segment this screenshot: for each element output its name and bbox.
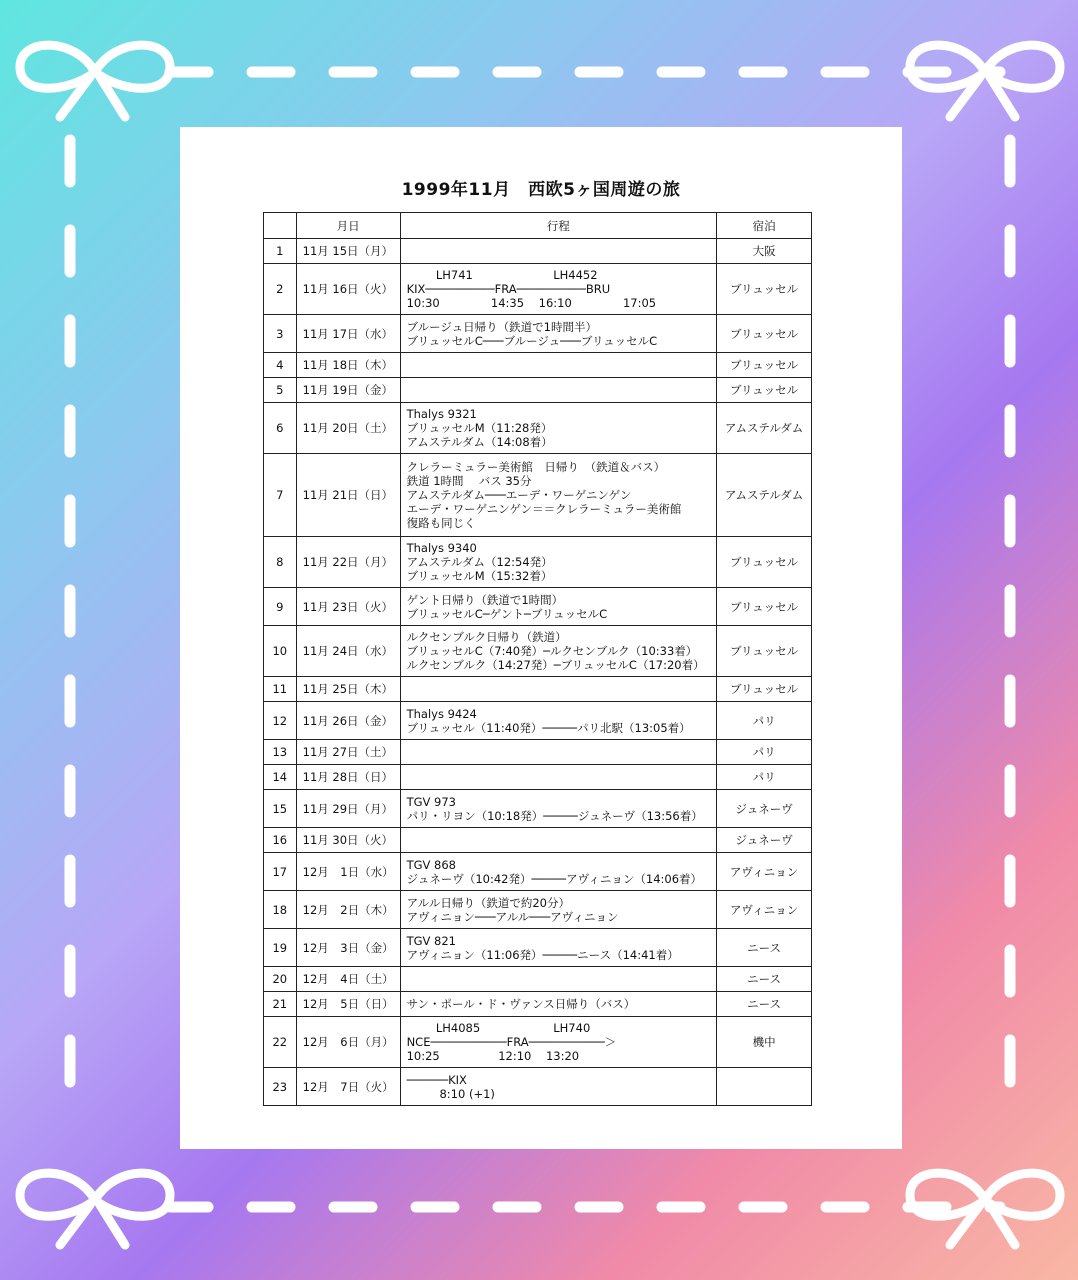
- row-stay: ブリュッセル: [717, 378, 812, 403]
- table-row: [264, 967, 812, 992]
- row-date: 12月 6日（月）: [296, 1017, 400, 1068]
- row-date: 11月 20日（土）: [296, 403, 400, 454]
- table-row: [264, 1068, 812, 1106]
- itinerary-line: LH4085 LH740: [406, 1021, 591, 1035]
- row-stay: ニース: [717, 967, 812, 992]
- row-date: 12月 1日（水）: [296, 853, 400, 891]
- row-itinerary: [400, 378, 717, 403]
- table-row: [264, 677, 812, 702]
- table-row: [264, 1017, 812, 1068]
- row-date: 11月 26日（金）: [296, 702, 400, 740]
- row-itinerary: [400, 828, 717, 853]
- itinerary-line: アヴィニョン（11:06発）─────ニース（14:41着）: [406, 947, 679, 962]
- itinerary-line: ブリュッセルM（15:32着）: [406, 569, 553, 583]
- row-number: 1: [264, 239, 297, 264]
- table-row: [264, 454, 812, 537]
- row-number: 17: [264, 853, 297, 891]
- itinerary-line: TGV 868: [406, 857, 456, 872]
- row-stay: ブリュッセル: [717, 315, 812, 353]
- row-date: 11月 22日（月）: [296, 537, 400, 588]
- table-row: [264, 702, 812, 740]
- row-itinerary: [400, 929, 717, 967]
- itinerary-line: ルクセンブルク（14:27発）─ブリュッセルC（17:20着）: [406, 658, 705, 672]
- table-row: [264, 929, 812, 967]
- itinerary-line: ジュネーヴ（10:42発）─────アヴィニョン（14:06着）: [406, 871, 703, 886]
- itinerary-line: アルル日帰り（鉄道で約20分）: [406, 895, 570, 910]
- row-number: 2: [264, 264, 297, 315]
- row-itinerary: [400, 537, 717, 588]
- itinerary-line: ゲント日帰り（鉄道で1時間）: [406, 592, 564, 607]
- row-date: 11月 24日（水）: [296, 626, 400, 677]
- itinerary-line: サン・ポール・ド・ヴァンス日帰り（バス）: [406, 997, 636, 1011]
- row-itinerary: [400, 853, 717, 891]
- document-title: 1999年11月 西欧5ヶ国周遊の旅: [401, 180, 681, 200]
- row-stay: ブリュッセル: [717, 626, 812, 677]
- row-stay: アムステルダム: [717, 403, 812, 454]
- row-date: 11月 25日（木）: [296, 677, 400, 702]
- itinerary-line: ブリュッセルC─ゲント─ブリュッセルC: [406, 606, 608, 621]
- row-stay: 大阪: [717, 239, 812, 264]
- row-itinerary: [400, 315, 717, 353]
- itinerary-line: ブリュッセル（11:40発）─────パリ北駅（13:05着）: [406, 720, 691, 735]
- row-itinerary: [400, 765, 717, 790]
- itinerary-line: Thalys 9321: [406, 407, 477, 421]
- row-itinerary: [400, 790, 717, 828]
- table-row: [264, 828, 812, 853]
- itinerary-line: 10:25 12:10 13:20: [406, 1049, 580, 1063]
- row-date: 11月 29日（月）: [296, 790, 400, 828]
- row-number: 5: [264, 378, 297, 403]
- row-itinerary: [400, 403, 717, 454]
- row-date: 12月 4日（土）: [296, 967, 400, 992]
- itinerary-line: アムステルダム（14:08着）: [406, 435, 553, 449]
- row-stay: アヴィニョン: [717, 891, 812, 929]
- itinerary-table: [263, 212, 812, 1106]
- row-stay: アムステルダム: [717, 454, 812, 537]
- row-date: 11月 18日（木）: [296, 353, 400, 378]
- row-itinerary: [400, 626, 717, 677]
- table-row: [264, 853, 812, 891]
- row-date: 11月 27日（土）: [296, 740, 400, 765]
- row-itinerary: [400, 891, 717, 929]
- row-stay: ブリュッセル: [717, 264, 812, 315]
- itinerary-line: ブリュッセルC（7:40発）─ルクセンブルク（10:33着）: [406, 644, 698, 658]
- itinerary-line: パリ・リヨン（10:18発）─────ジュネーヴ（13:56着）: [406, 808, 703, 823]
- row-number: 4: [264, 353, 297, 378]
- itinerary-line: KIX──────────FRA──────────BRU: [406, 282, 611, 296]
- row-date: 11月 19日（金）: [296, 378, 400, 403]
- table-row: [264, 537, 812, 588]
- header-stay: 宿泊: [717, 213, 812, 239]
- row-itinerary: [400, 588, 717, 626]
- row-number: 8: [264, 537, 297, 588]
- itinerary-line: LH741 LH4452: [406, 268, 598, 282]
- row-itinerary: [400, 740, 717, 765]
- row-itinerary: [400, 454, 717, 537]
- row-date: 11月 28日（日）: [296, 765, 400, 790]
- row-stay: パリ: [717, 702, 812, 740]
- itinerary-line: アムステルダム───エーデ・ワーゲニンゲン: [406, 488, 632, 502]
- row-number: 11: [264, 677, 297, 702]
- row-stay: ブリュッセル: [717, 353, 812, 378]
- row-stay: ニース: [717, 929, 812, 967]
- row-stay: パリ: [717, 765, 812, 790]
- itinerary-line: TGV 821: [406, 933, 456, 948]
- row-number: 3: [264, 315, 297, 353]
- table-row: [264, 239, 812, 264]
- row-itinerary: [400, 992, 717, 1017]
- itinerary-line: Thalys 9340: [406, 541, 477, 555]
- row-number: 23: [264, 1068, 297, 1106]
- row-stay: パリ: [717, 740, 812, 765]
- table-row: [264, 626, 812, 677]
- itinerary-line: 復路も同じく: [406, 516, 476, 530]
- header-itinerary: 行程: [400, 213, 717, 239]
- row-itinerary: [400, 264, 717, 315]
- header-date: 月日: [296, 213, 400, 239]
- itinerary-line: ルクセンブルク日帰り（鉄道）: [406, 630, 567, 644]
- row-date: 12月 3日（金）: [296, 929, 400, 967]
- row-stay: ブリュッセル: [717, 537, 812, 588]
- itinerary-line: クレラーミュラー美術館 日帰り （鉄道＆バス）: [406, 460, 666, 474]
- row-itinerary: [400, 702, 717, 740]
- header-no: [264, 213, 297, 239]
- itinerary-line: TGV 973: [406, 794, 456, 809]
- row-date: 12月 2日（木）: [296, 891, 400, 929]
- itinerary-line: アムステルダム（12:54発）: [406, 555, 553, 569]
- itinerary-line: 鉄道 1時間 バス 35分: [406, 474, 532, 488]
- table-header-row: [264, 213, 812, 239]
- itinerary-line: エーデ・ワーゲニンゲン＝＝クレラーミュラー美術館: [406, 502, 682, 516]
- row-number: 10: [264, 626, 297, 677]
- row-number: 15: [264, 790, 297, 828]
- table-row: [264, 790, 812, 828]
- itinerary-line: ブルージュ日帰り（鉄道で1時間半）: [406, 319, 597, 334]
- row-stay: ニース: [717, 992, 812, 1017]
- row-stay: ジュネーヴ: [717, 790, 812, 828]
- row-date: 11月 15日（月）: [296, 239, 400, 264]
- itinerary-line: アヴィニョン───アルル───アヴィニョン: [406, 909, 619, 924]
- document-page: [180, 127, 902, 1149]
- row-stay: [717, 1068, 812, 1106]
- itinerary-line: ──────KIX: [406, 1072, 467, 1087]
- row-number: 6: [264, 403, 297, 454]
- row-number: 22: [264, 1017, 297, 1068]
- row-itinerary: [400, 239, 717, 264]
- row-number: 16: [264, 828, 297, 853]
- row-number: 20: [264, 967, 297, 992]
- row-date: 11月 16日（火）: [296, 264, 400, 315]
- row-date: 12月 5日（日）: [296, 992, 400, 1017]
- itinerary-line: 8:10 (+1): [406, 1086, 495, 1101]
- table-row: [264, 315, 812, 353]
- table-row: [264, 588, 812, 626]
- itinerary-line: 10:30 14:35 16:10 17:05: [406, 296, 657, 310]
- row-number: 19: [264, 929, 297, 967]
- table-row: [264, 891, 812, 929]
- row-number: 14: [264, 765, 297, 790]
- row-stay: ブリュッセル: [717, 588, 812, 626]
- row-date: 11月 17日（水）: [296, 315, 400, 353]
- row-itinerary: [400, 1017, 717, 1068]
- row-itinerary: [400, 677, 717, 702]
- row-stay: アヴィニョン: [717, 853, 812, 891]
- row-number: 18: [264, 891, 297, 929]
- itinerary-line: ブリュッセルM（11:28発）: [406, 421, 553, 435]
- row-date: 12月 7日（火）: [296, 1068, 400, 1106]
- row-date: 11月 21日（日）: [296, 454, 400, 537]
- itinerary-line: Thalys 9424: [406, 706, 477, 721]
- row-number: 9: [264, 588, 297, 626]
- row-date: 11月 23日（火）: [296, 588, 400, 626]
- table-row: [264, 765, 812, 790]
- row-itinerary: [400, 353, 717, 378]
- table-row: [264, 353, 812, 378]
- row-stay: 機中: [717, 1017, 812, 1068]
- table-row: [264, 992, 812, 1017]
- row-stay: ブリュッセル: [717, 677, 812, 702]
- row-number: 12: [264, 702, 297, 740]
- row-number: 7: [264, 454, 297, 537]
- itinerary-line: NCE───────────FRA───────────＞: [406, 1035, 617, 1049]
- row-itinerary: [400, 967, 717, 992]
- row-date: 11月 30日（火）: [296, 828, 400, 853]
- table-row: [264, 740, 812, 765]
- itinerary-line: ブリュッセルC───ブルージュ───ブリュッセルC: [406, 333, 658, 348]
- row-stay: ジュネーヴ: [717, 828, 812, 853]
- table-row: [264, 264, 812, 315]
- row-number: 21: [264, 992, 297, 1017]
- row-itinerary: [400, 1068, 717, 1106]
- row-number: 13: [264, 740, 297, 765]
- table-row: [264, 378, 812, 403]
- table-row: [264, 403, 812, 454]
